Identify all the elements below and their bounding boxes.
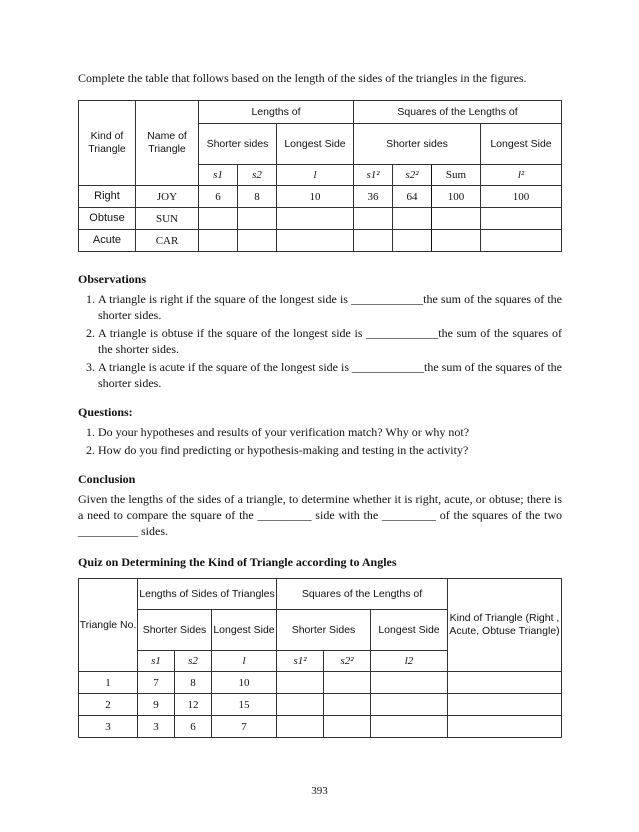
list-item: 1. Do your hypotheses and results of your verification match? Why or why not? [98, 424, 562, 440]
quiz-sym-s2: s2 [175, 651, 212, 672]
quiz-cell-s2: 8 [175, 672, 212, 694]
quiz-cell-l: 15 [212, 694, 277, 716]
cell-s2[interactable] [238, 208, 277, 230]
cell-l: 10 [277, 186, 354, 208]
quiz-heading: Quiz on Determining the Kind of Triangle according to Angles [78, 555, 397, 569]
header-longest: Longest Side [277, 124, 354, 165]
quiz-sym-l: l [212, 651, 277, 672]
cell-s1sq: 36 [354, 186, 393, 208]
header-squares: Squares of the Lengths of [354, 101, 562, 124]
quiz-header-squares: Squares of the Lengths of [277, 579, 448, 610]
list-item: 2. How do you find predicting or hypothesis-making and testing in the activity? [98, 442, 562, 458]
triangle-table [78, 100, 562, 252]
cell-s1[interactable] [199, 208, 238, 230]
sym-s2: s2 [238, 165, 277, 186]
quiz-cell-s1sq[interactable] [277, 672, 324, 694]
quiz-sym-s1sq: s1² [277, 651, 324, 672]
cell-s1sq[interactable] [354, 230, 393, 252]
table-row [79, 672, 562, 694]
quiz-header-sq-longest: Longest Side [371, 610, 448, 651]
sym-s2sq: s2² [393, 165, 432, 186]
list-item: 3. A triangle is acute if the square of the longest side is ____________the sum of the squares of the shorter sides. [98, 359, 562, 391]
quiz-cell-kind[interactable] [448, 716, 562, 738]
cell-l[interactable] [277, 208, 354, 230]
sym-sum: Sum [432, 165, 481, 186]
cell-s2sq[interactable] [393, 230, 432, 252]
cell-s1sq[interactable] [354, 208, 393, 230]
questions-list [78, 424, 562, 458]
questions-heading: Questions: [78, 405, 133, 419]
header-sq-shorter: Shorter sides [354, 124, 481, 165]
quiz-cell-l2[interactable] [371, 672, 448, 694]
cell-name: CAR [136, 230, 199, 252]
quiz-cell-kind[interactable] [448, 694, 562, 716]
cell-s2: 8 [238, 186, 277, 208]
cell-sum[interactable] [432, 230, 481, 252]
cell-kind: Obtuse [79, 208, 136, 230]
quiz-sym-s2sq: s2² [324, 651, 371, 672]
table-row [79, 230, 562, 252]
table-row [79, 186, 562, 208]
sym-l: l [277, 165, 354, 186]
observations-heading: Observations [78, 272, 147, 286]
quiz-table [78, 578, 562, 738]
quiz-cell-l2[interactable] [371, 694, 448, 716]
quiz-cell-l2[interactable] [371, 716, 448, 738]
header-sq-longest: Longest Side [481, 124, 562, 165]
conclusion-text: Given the lengths of the sides of a triangle, to determine whether it is right, acute, or obtuse; there is a need to compare the square of the _________ side with the _________ of the squares of the two __________ sides. [78, 492, 562, 538]
cell-s2sq[interactable] [393, 208, 432, 230]
header-shorter: Shorter sides [199, 124, 277, 165]
quiz-header-sq-shorter: Shorter Sides [277, 610, 371, 651]
header-lengths: Lengths of [199, 101, 354, 124]
table-row [79, 208, 562, 230]
quiz-cell-no: 3 [79, 716, 138, 738]
quiz-cell-s2sq[interactable] [324, 694, 371, 716]
header-kind: Kind of Triangle [79, 101, 136, 186]
cell-l2: 100 [481, 186, 562, 208]
cell-sum[interactable] [432, 208, 481, 230]
cell-s1: 6 [199, 186, 238, 208]
quiz-header-shorter: Shorter Sides [138, 610, 212, 651]
quiz-cell-l: 10 [212, 672, 277, 694]
header-name: Name of Triangle [136, 101, 199, 186]
quiz-cell-s1: 7 [138, 672, 175, 694]
observations-list [78, 291, 562, 391]
quiz-header-kind: Kind of Triangle (Right , Acute, Obtuse Triangle) [448, 579, 562, 672]
cell-s2sq: 64 [393, 186, 432, 208]
sym-s1: s1 [199, 165, 238, 186]
cell-s2[interactable] [238, 230, 277, 252]
cell-name: SUN [136, 208, 199, 230]
cell-s1[interactable] [199, 230, 238, 252]
quiz-header-longest: Longest Side [212, 610, 277, 651]
intro-text: Complete the table that follows based on the length of the sides of the triangles in the figures. [78, 71, 527, 85]
cell-l2[interactable] [481, 208, 562, 230]
cell-l[interactable] [277, 230, 354, 252]
list-item: 2. A triangle is obtuse if the square of the longest side is ____________the sum of the squares of the shorter sides. [98, 325, 562, 357]
cell-name: JOY [136, 186, 199, 208]
quiz-cell-s1: 3 [138, 716, 175, 738]
table-row [79, 694, 562, 716]
quiz-cell-s2sq[interactable] [324, 716, 371, 738]
sym-l2: l² [481, 165, 562, 186]
quiz-cell-s2: 12 [175, 694, 212, 716]
cell-l2[interactable] [481, 230, 562, 252]
quiz-cell-s1sq[interactable] [277, 716, 324, 738]
quiz-sym-s1: s1 [138, 651, 175, 672]
page-number: 393 [311, 785, 328, 797]
quiz-header-lengths: Lengths of Sides of Triangles [138, 579, 277, 610]
quiz-cell-no: 1 [79, 672, 138, 694]
quiz-sym-l2: l2 [371, 651, 448, 672]
cell-kind: Acute [79, 230, 136, 252]
quiz-header-no: Triangle No. [79, 579, 138, 672]
quiz-cell-no: 2 [79, 694, 138, 716]
cell-kind: Right [79, 186, 136, 208]
quiz-cell-s1: 9 [138, 694, 175, 716]
quiz-cell-s1sq[interactable] [277, 694, 324, 716]
quiz-cell-s2sq[interactable] [324, 672, 371, 694]
conclusion-heading: Conclusion [78, 472, 136, 486]
list-item: 1. A triangle is right if the square of the longest side is ____________the sum of the squares of the shorter sides. [98, 291, 562, 323]
quiz-cell-kind[interactable] [448, 672, 562, 694]
table-row [79, 716, 562, 738]
sym-s1sq: s1² [354, 165, 393, 186]
quiz-cell-l: 7 [212, 716, 277, 738]
page [78, 70, 562, 738]
quiz-cell-s2: 6 [175, 716, 212, 738]
cell-sum: 100 [432, 186, 481, 208]
